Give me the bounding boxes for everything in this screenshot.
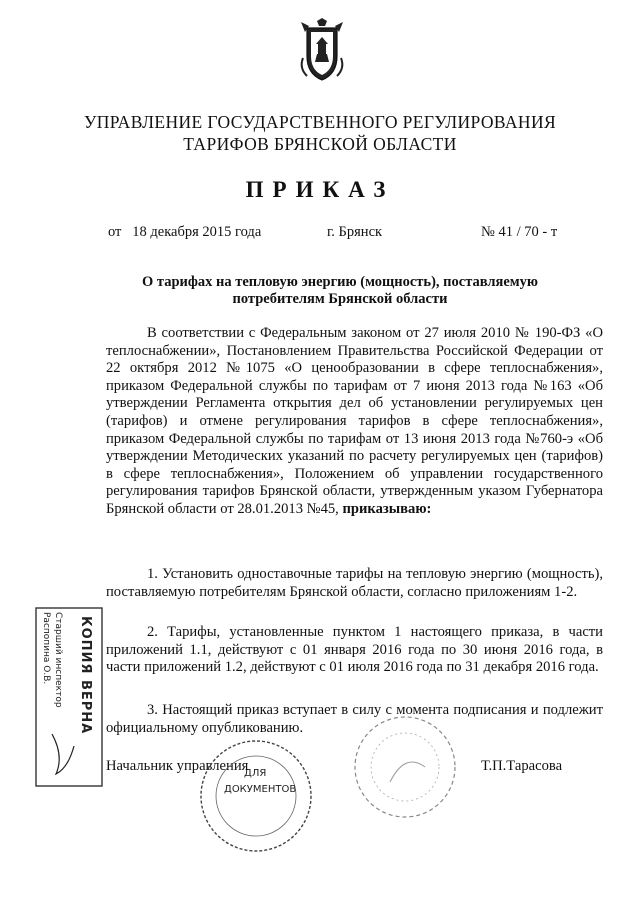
order-number: № 41 / 70 - т [481,224,558,240]
signatory-name: Т.П.Тарасова [481,758,563,774]
clause-2 [106,624,603,677]
coat-of-arms-emblem [297,18,347,84]
round-seal-stamp-faint [350,712,460,822]
subject-line2: потребителям Брянской области [232,291,448,307]
preamble-text: В соответствии с Федеральным законом от 27 июля 2010 № 190-ФЗ «О теплоснабжении», Постановлением Правительства Российской Федерации от 22 октября 2012 №1075 «О ценообразовании в сфере теплоснабжения», приказом Федеральной службы по тарифам от 7 июня 2013 года №163 «Об утверждении Регламента открытия дел об установлении регулируемых цен (тарифов) и отмене регулирования тарифов в сфере теплоснабжения», приказом Федеральной службы по тарифам от 13 июня 2013 года №760-э «Об утверждении Методических указаний по расчету регулируемых цен (тарифов) в сфере теплоснабжения», Положением об управлении государственного регулирования тарифов Брянской области, утвержденным указом Губернатора Брянской области от 28.01.2013 №45, [106,325,603,517]
preamble-paragraph [106,325,603,519]
seal-text-line2: ДОКУМЕНТОВ [224,784,297,795]
document-title: ПРИКАЗ [245,177,395,202]
organization-name-line1: УПРАВЛЕНИЕ ГОСУДАРСТВЕННОГО РЕГУЛИРОВАНИЯ [83,112,557,132]
signatory-position: Начальник управления [106,758,249,774]
seal-text-line1: ДЛЯ [244,768,267,779]
copy-verified-name: Распопина О.В. [41,612,51,685]
copy-verified-stamp [34,606,104,788]
clause-1 [106,566,603,601]
clause-2-text: 2. Тарифы, установленные пунктом 1 настоящего приказа, в части приложений 1.1, действуют с 01 января 2016 года по 30 июня 2016 года, в части приложений 1.2, действуют с 01 июля 2016 года по 31 декабря 2016 года. [106,624,603,676]
order-verb: приказываю: [342,500,432,517]
subject-line1: О тарифах на тепловую энергию (мощность), поставляемую [141,274,539,290]
organization-name-line2: ТАРИФОВ БРЯНСКОЙ ОБЛАСТИ [183,134,457,154]
order-date: от 18 декабря 2015 года [108,224,262,240]
clause-3-text: 3. Настоящий приказ вступает в силу с момента подписания и подлежит официальному опубликованию. [106,702,603,736]
order-city: г. Брянск [327,224,383,240]
round-seal-stamp [196,736,316,854]
copy-verified-role: Старший инспектор [53,612,63,708]
copy-verified-label: КОПИЯ ВЕРНА [78,616,93,735]
clause-1-text: 1. Установить одноставочные тарифы на тепловую энергию (мощность), поставляемую потребителям Брянской области, согласно приложениям 1-2. [106,566,603,600]
